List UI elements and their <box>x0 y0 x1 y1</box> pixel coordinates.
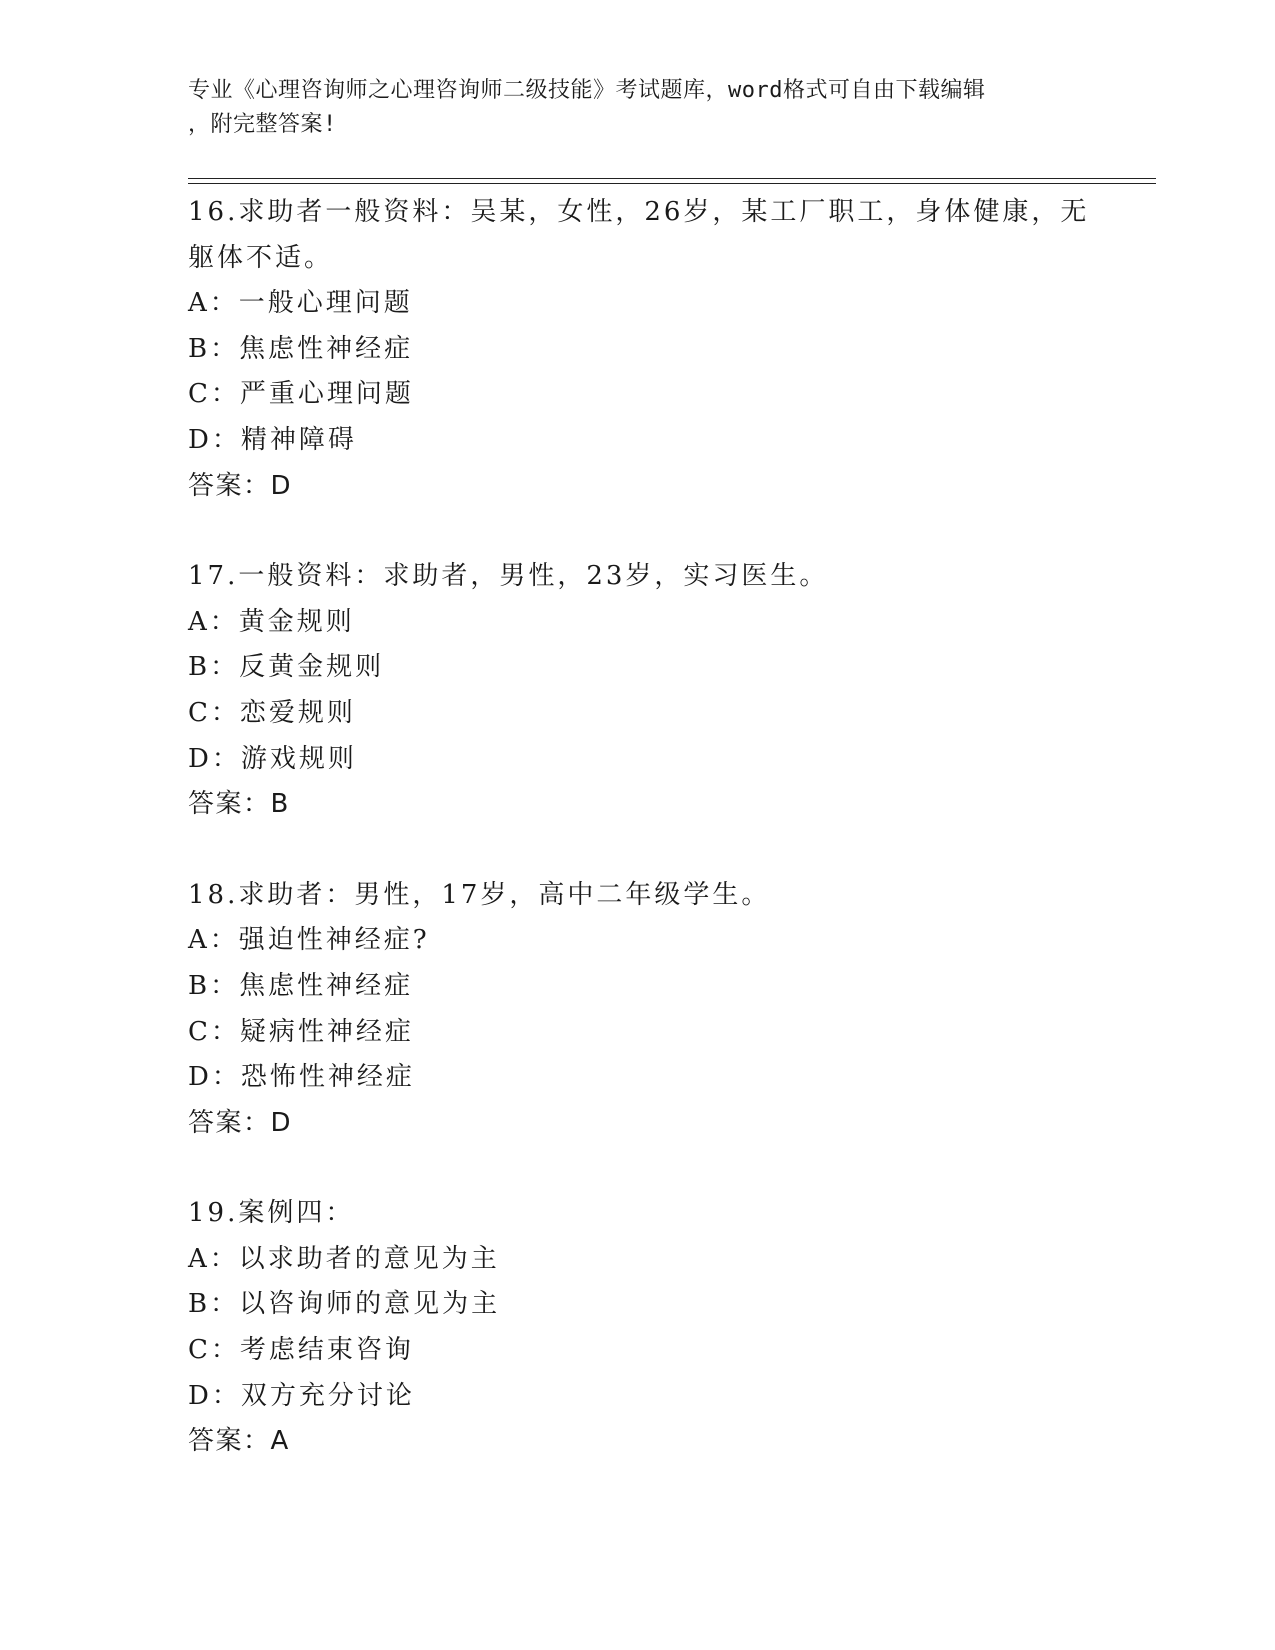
question-stem: 16.求助者一般资料：吴某，女性，26岁，某工厂职工，身体健康，无 <box>188 197 1090 227</box>
option-a: A：一般心理问题 <box>188 288 413 319</box>
option-c: C：疑病性神经症 <box>188 1016 414 1047</box>
option-b: B：以咨询师的意见为主 <box>188 1289 501 1320</box>
question-list <box>188 190 1108 1510</box>
option-c: C：考虑结束咨询 <box>188 1335 414 1366</box>
option-b: B：反黄金规则 <box>188 652 385 683</box>
header-divider-bottom <box>188 183 1156 184</box>
question-19 <box>188 1191 1108 1465</box>
answer-line: 答案：D <box>188 470 293 501</box>
option-a: A：黄金规则 <box>188 606 355 637</box>
option-d: D：精神障碍 <box>188 424 357 455</box>
option-a: A：强迫性神经症? <box>188 925 430 956</box>
question-stem-continued: 躯体不适。 <box>188 242 334 273</box>
answer-line: 答案：B <box>188 789 290 820</box>
option-c: C：严重心理问题 <box>188 379 414 410</box>
header-line-1: 专业《心理咨询师之心理咨询师二级技能》考试题库，word格式可自由下载编辑 <box>188 78 986 103</box>
question-stem: 18.求助者：男性，17岁，高中二年级学生。 <box>188 879 771 910</box>
question-17 <box>188 554 1108 828</box>
question-18 <box>188 873 1108 1147</box>
option-b: B：焦虑性神经症 <box>188 333 414 364</box>
answer-line: 答案：D <box>188 1107 293 1138</box>
header-line-2: ，附完整答案! <box>188 112 337 137</box>
question-stem: 19.案例四： <box>188 1198 355 1229</box>
document-header <box>188 74 1088 142</box>
question-stem: 17.一般资料：求助者，男性，23岁，实习医生。 <box>188 561 829 592</box>
option-c: C：恋爱规则 <box>188 697 356 728</box>
option-a: A：以求助者的意见为主 <box>188 1243 500 1274</box>
option-d: D：双方充分讨论 <box>188 1380 415 1411</box>
header-divider-top <box>188 178 1156 179</box>
option-d: D：游戏规则 <box>188 743 357 774</box>
option-d: D：恐怖性神经症 <box>188 1062 415 1093</box>
option-b: B：焦虑性神经症 <box>188 970 414 1001</box>
question-16 <box>188 190 1108 509</box>
answer-line: 答案：A <box>188 1426 290 1457</box>
